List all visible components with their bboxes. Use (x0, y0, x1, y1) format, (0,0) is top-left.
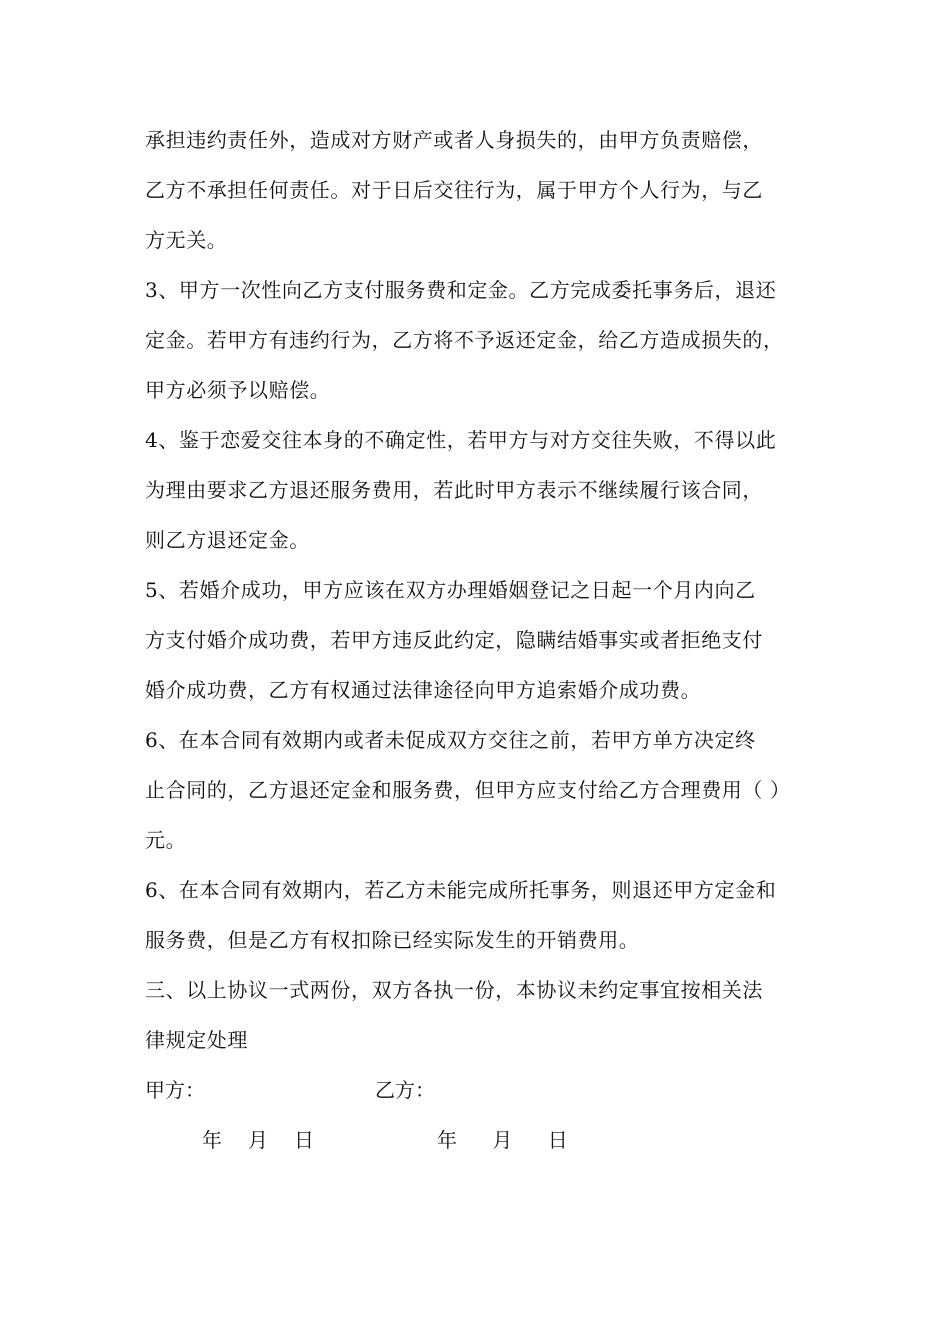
body-line: 婚介成功费，乙方有权通过法律途径向甲方追索婚介成功费。 (145, 678, 702, 702)
body-line: 乙方不承担任何责任。对于日后交往行为，属于甲方个人行为，与乙 (145, 178, 763, 202)
body-line: 5、若婚介成功，甲方应该在双方办理婚姻登记之日起一个月内向乙 (145, 578, 756, 602)
party-a-label: 甲方： (145, 1078, 205, 1102)
body-line: 服务费，但是乙方有权扣除已经实际发生的开销费用。 (145, 928, 640, 952)
party-b-date: 年 月 日 (437, 1128, 571, 1152)
body-line: 3、甲方一次性向乙方支付服务费和定金。乙方完成委托事务后，退还 (145, 278, 777, 302)
body-line: 6、在本合同有效期内或者未促成双方交往之前，若甲方单方决定终 (145, 728, 756, 752)
body-line: 方无关。 (145, 228, 228, 252)
body-line: 甲方必须予以赔偿。 (145, 378, 331, 402)
party-b-label: 乙方： (375, 1078, 435, 1102)
body-line: 止合同的，乙方退还定金和服务费，但甲方应支付给乙方合理费用（ ） (145, 778, 791, 802)
body-line: 元。 (145, 828, 187, 852)
body-line: 律规定处理 (145, 1028, 248, 1052)
body-line: 三、以上协议一式两份，双方各执一份，本协议未约定事宜按相关法 (145, 978, 763, 1002)
body-line: 4、鉴于恋爱交往本身的不确定性，若甲方与对方交往失败，不得以此 (145, 428, 777, 452)
party-a-date: 年 月 日 (202, 1128, 317, 1152)
body-line: 为理由要求乙方退还服务费用，若此时甲方表示不继续履行该合同， (145, 478, 763, 502)
body-line: 则乙方退还定金。 (145, 528, 310, 552)
body-line: 方支付婚介成功费，若甲方违反此约定，隐瞒结婚事实或者拒绝支付 (145, 628, 763, 652)
body-line: 承担违约责任外，造成对方财产或者人身损失的，由甲方负责赔偿， (145, 128, 763, 152)
body-line: 定金。若甲方有违约行为，乙方将不予返还定金，给乙方造成损失的， (145, 328, 784, 352)
body-line: 6、在本合同有效期内，若乙方未能完成所托事务，则退还甲方定金和 (145, 878, 777, 902)
